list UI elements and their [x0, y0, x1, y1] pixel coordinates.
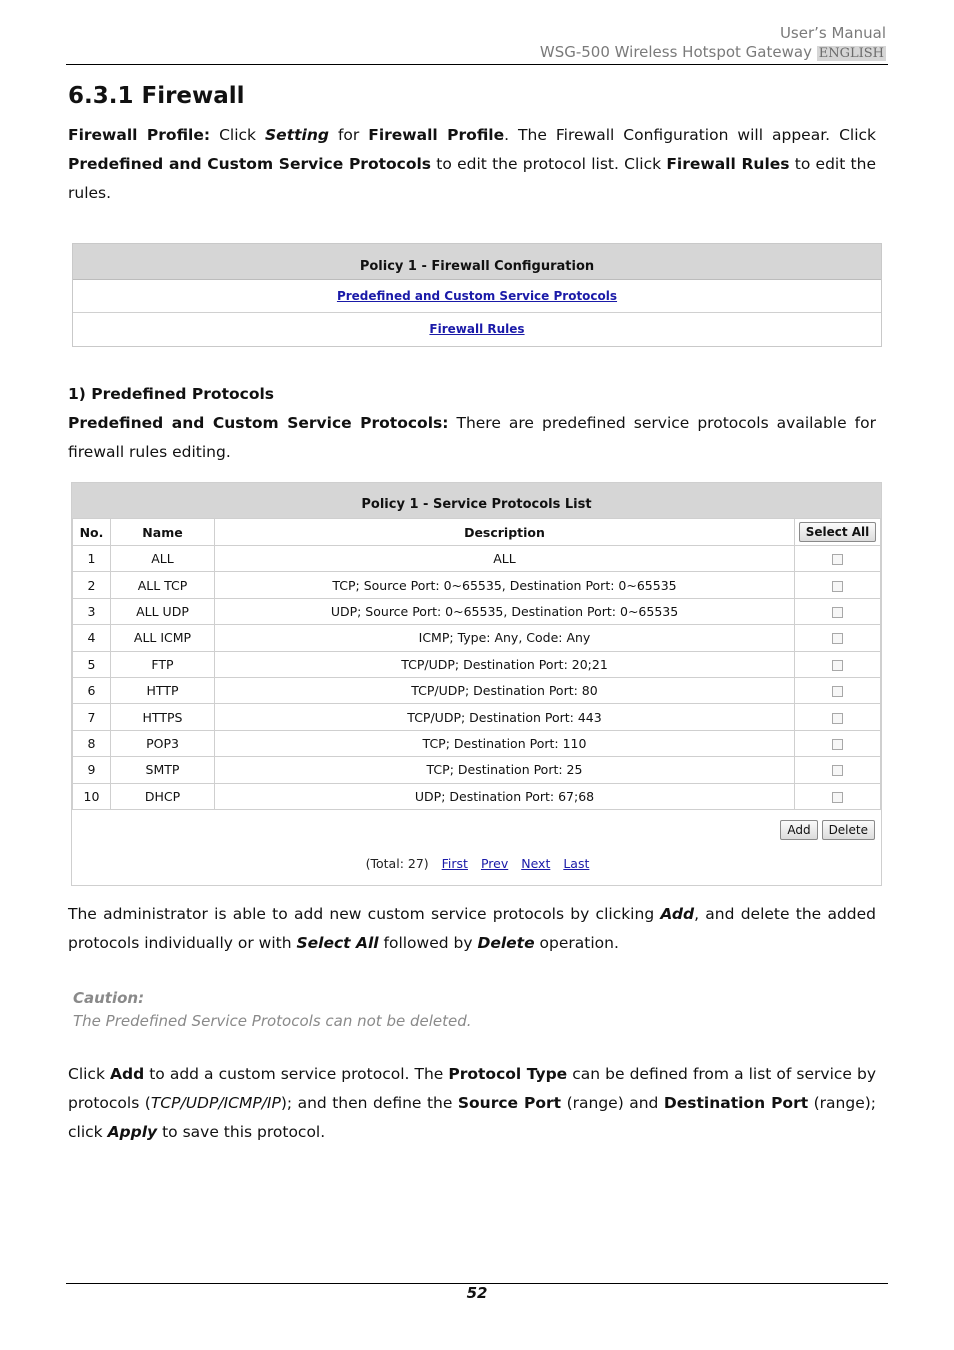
row-desc: ALL: [215, 546, 795, 572]
table-row: [73, 704, 881, 730]
row-no: 8: [73, 730, 111, 756]
pagination: [72, 856, 883, 871]
row-desc: ICMP; Type: Any, Code: Any: [215, 625, 795, 651]
language-tag: ENGLISH: [818, 46, 884, 61]
row-no: 1: [73, 546, 111, 572]
delete-button[interactable]: Delete: [822, 820, 875, 840]
row-checkbox[interactable]: [832, 765, 843, 776]
row-select: [795, 625, 881, 651]
config-row-rules: [73, 313, 881, 346]
row-name: HTTPS: [111, 704, 215, 730]
intro-lead: Firewall Profile:: [68, 126, 211, 144]
row-checkbox[interactable]: [832, 581, 843, 592]
admin-text: followed by: [378, 934, 478, 952]
row-no: 6: [73, 677, 111, 703]
row-desc: TCP/UDP; Destination Port: 443: [215, 704, 795, 730]
row-checkbox[interactable]: [832, 554, 843, 565]
row-name: POP3: [111, 730, 215, 756]
row-name: ALL TCP: [111, 572, 215, 598]
table-row: [73, 677, 881, 703]
intro-text: . The Firewall Configuration will appear. Click: [504, 126, 877, 144]
row-name: ALL ICMP: [111, 625, 215, 651]
intro-text: to edit the protocol list. Click: [431, 155, 667, 173]
protocols-table: [72, 518, 881, 810]
col-name-header: Name: [111, 519, 215, 546]
row-checkbox[interactable]: [832, 660, 843, 671]
table-row: [73, 730, 881, 756]
row-name: DHCP: [111, 783, 215, 809]
row-select: [795, 704, 881, 730]
ca-apply: Apply: [107, 1123, 158, 1141]
next-page-link[interactable]: Next: [521, 856, 551, 871]
row-select: [795, 677, 881, 703]
click-add-paragraph: [68, 1060, 876, 1147]
first-page-link[interactable]: First: [441, 856, 468, 871]
predefined-paragraph: [68, 409, 876, 467]
product-title: [540, 43, 886, 63]
firewall-config-panel: [72, 243, 882, 347]
row-select: [795, 730, 881, 756]
intro-text: for: [328, 126, 369, 144]
row-checkbox[interactable]: [832, 739, 843, 750]
firewall-rules-link[interactable]: Firewall Rules: [429, 322, 525, 336]
admin-select-all: Select All: [296, 934, 379, 952]
admin-add: Add: [660, 905, 695, 923]
caution-label: Caution:: [73, 989, 145, 1007]
row-checkbox[interactable]: [832, 607, 843, 618]
table-row: [73, 625, 881, 651]
ca-destination-port: Destination Port: [663, 1094, 809, 1112]
table-actions: [776, 819, 875, 840]
row-checkbox[interactable]: [832, 713, 843, 724]
row-no: 3: [73, 598, 111, 624]
ca-text: ); and then define the: [280, 1094, 458, 1112]
table-row: [73, 598, 881, 624]
intro-pcsp: Predefined and Custom Service Protocols: [68, 155, 432, 173]
ca-text: to add a custom service protocol. The: [144, 1065, 449, 1083]
table-row: [73, 651, 881, 677]
select-all-button[interactable]: Select All: [799, 522, 877, 542]
admin-text: The administrator is able to add new custom service protocols by clicking: [68, 905, 661, 923]
ca-protocol-type: Protocol Type: [448, 1065, 568, 1083]
table-row: [73, 546, 881, 572]
row-name: ALL UDP: [111, 598, 215, 624]
col-no-header: No.: [73, 519, 111, 546]
intro-text: to edit the rules.: [68, 155, 876, 202]
total-count: (Total: 27): [365, 856, 429, 871]
intro-firewall-profile: Firewall Profile: [368, 126, 505, 144]
row-select: [795, 546, 881, 572]
intro-text: Click: [210, 126, 266, 144]
ca-types: TCP/UDP/ICMP/IP: [150, 1094, 281, 1112]
admin-text: , and delete the added protocols individually or with: [68, 905, 876, 952]
protocols-panel-title: Policy 1 - Service Protocols List: [72, 483, 881, 518]
row-no: 5: [73, 651, 111, 677]
row-select: [795, 757, 881, 783]
ca-add: Add: [109, 1065, 145, 1083]
row-select: [795, 783, 881, 809]
config-panel-title: Policy 1 - Firewall Configuration: [73, 244, 881, 280]
col-desc-header: Description: [215, 519, 795, 546]
row-desc: TCP; Destination Port: 110: [215, 730, 795, 756]
admin-delete: Delete: [477, 934, 535, 952]
ca-text: (range); click: [68, 1094, 877, 1141]
row-checkbox[interactable]: [832, 633, 843, 644]
predefined-lead: Predefined and Custom Service Protocols:: [68, 414, 449, 432]
row-desc: TCP; Destination Port: 25: [215, 757, 795, 783]
intro-paragraph: [68, 121, 876, 208]
row-desc: TCP/UDP; Destination Port: 80: [215, 677, 795, 703]
caution-text: The Predefined Service Protocols can not be deleted.: [73, 1012, 472, 1030]
ca-text: to save this protocol.: [157, 1123, 326, 1141]
add-button[interactable]: Add: [780, 820, 817, 840]
row-desc: UDP; Source Port: 0~65535, Destination Port: 0~65535: [215, 598, 795, 624]
prev-page-link[interactable]: Prev: [480, 856, 509, 871]
manual-title: User’s Manual: [779, 24, 886, 42]
row-no: 7: [73, 704, 111, 730]
admin-text: operation.: [534, 934, 619, 952]
row-checkbox[interactable]: [832, 686, 843, 697]
service-protocols-panel: [71, 482, 882, 886]
row-name: FTP: [111, 651, 215, 677]
row-checkbox[interactable]: [832, 792, 843, 803]
row-desc: UDP; Destination Port: 67;68: [215, 783, 795, 809]
intro-setting: Setting: [265, 126, 329, 144]
row-name: SMTP: [111, 757, 215, 783]
table-row: [73, 757, 881, 783]
ca-text: Click: [68, 1065, 110, 1083]
protocols-table-body: [73, 546, 881, 810]
row-desc: TCP/UDP; Destination Port: 20;21: [215, 651, 795, 677]
caution-note: [73, 987, 472, 1033]
product-name: WSG-500 Wireless Hotspot Gateway: [539, 43, 812, 61]
ca-text: can be defined from a list of service by protocols (: [68, 1065, 876, 1112]
subsection-title: 1) Predefined Protocols: [68, 385, 275, 403]
row-name: HTTP: [111, 677, 215, 703]
row-no: 10: [73, 783, 111, 809]
config-row-protocols: [73, 280, 881, 313]
ca-text: (range) and: [561, 1094, 664, 1112]
predefined-text: There are predefined service protocols available for firewall rules editing.: [68, 414, 876, 461]
ca-source-port: Source Port: [457, 1094, 562, 1112]
row-select: [795, 572, 881, 598]
predefined-protocols-link[interactable]: Predefined and Custom Service Protocols: [336, 289, 618, 303]
row-desc: TCP; Source Port: 0~65535, Destination Port: 0~65535: [215, 572, 795, 598]
row-name: ALL: [111, 546, 215, 572]
header-divider: [66, 64, 888, 65]
row-no: 4: [73, 625, 111, 651]
row-select: [795, 598, 881, 624]
intro-firewall-rules: Firewall Rules: [666, 155, 790, 173]
table-row: [73, 783, 881, 809]
last-page-link[interactable]: Last: [563, 856, 590, 871]
row-no: 2: [73, 572, 111, 598]
page-number: 52: [466, 1284, 488, 1302]
table-header-row: [73, 519, 881, 546]
section-title: 6.3.1 Firewall: [68, 83, 245, 109]
page-header: [540, 24, 886, 63]
col-select-header: [795, 519, 881, 546]
table-row: [73, 572, 881, 598]
row-no: 9: [73, 757, 111, 783]
row-select: [795, 651, 881, 677]
admin-paragraph: [68, 900, 876, 958]
